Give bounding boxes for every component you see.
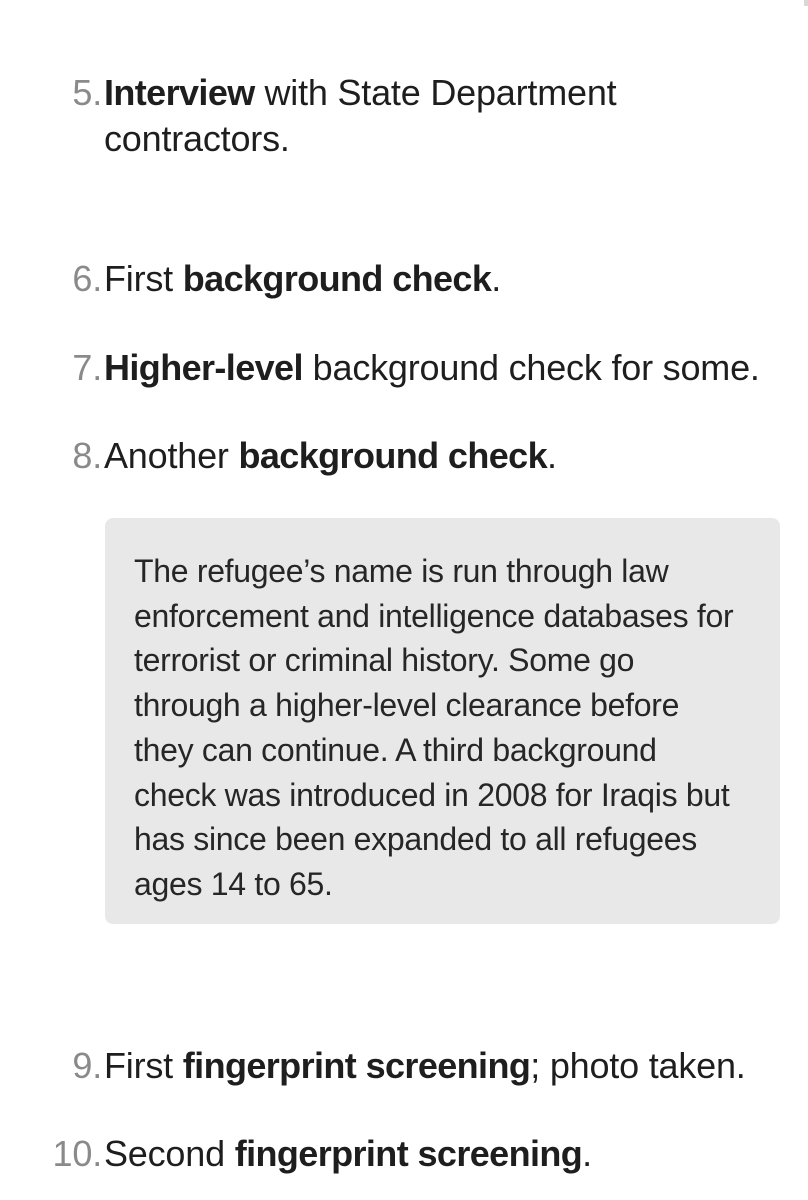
step-text-bold: fingerprint screening xyxy=(234,1133,583,1174)
step-text-regular: . xyxy=(547,435,557,476)
step-text-regular: Second xyxy=(104,1133,235,1174)
step-text-bold: Interview xyxy=(104,72,255,113)
step-text-regular: . xyxy=(582,1133,592,1174)
step-text xyxy=(104,1131,794,1177)
step-text xyxy=(104,433,794,479)
step-text-regular: . xyxy=(491,258,502,299)
info-callout-box xyxy=(105,518,780,924)
top-edge-rule xyxy=(804,0,808,6)
info-callout-text: The refugee’s name is run through law enforcement and intelligence databases for terrorist or criminal history. Some go through a higher-level clearance before they can continue. A third background check was introduced in 2008 for Iraqis but has since been expanded to all refugees ages 14 to 65. xyxy=(134,553,734,902)
step-text xyxy=(104,256,794,302)
step-text xyxy=(104,1043,794,1089)
step-number: 10. xyxy=(52,1133,102,1174)
step-text xyxy=(104,345,794,391)
step-text-regular: with State Department contractors. xyxy=(104,72,617,159)
step-text-bold: Higher-level xyxy=(104,347,303,388)
step-text xyxy=(104,70,794,162)
step-text-regular: ; photo taken. xyxy=(530,1045,746,1086)
step-number: 5. xyxy=(72,72,102,113)
step-text-regular: background check for some. xyxy=(302,347,760,388)
step-text-bold: background check xyxy=(238,435,547,476)
step-text-regular: First xyxy=(104,258,183,299)
step-number: 6. xyxy=(72,258,102,299)
step-number: 9. xyxy=(72,1045,102,1086)
step-text-bold: background check xyxy=(182,258,492,299)
step-number: 8. xyxy=(72,435,102,476)
step-text-bold: fingerprint screening xyxy=(182,1045,531,1086)
step-text-regular: Another xyxy=(104,435,239,476)
step-number: 7. xyxy=(72,347,102,388)
step-text-regular: First xyxy=(104,1045,183,1086)
